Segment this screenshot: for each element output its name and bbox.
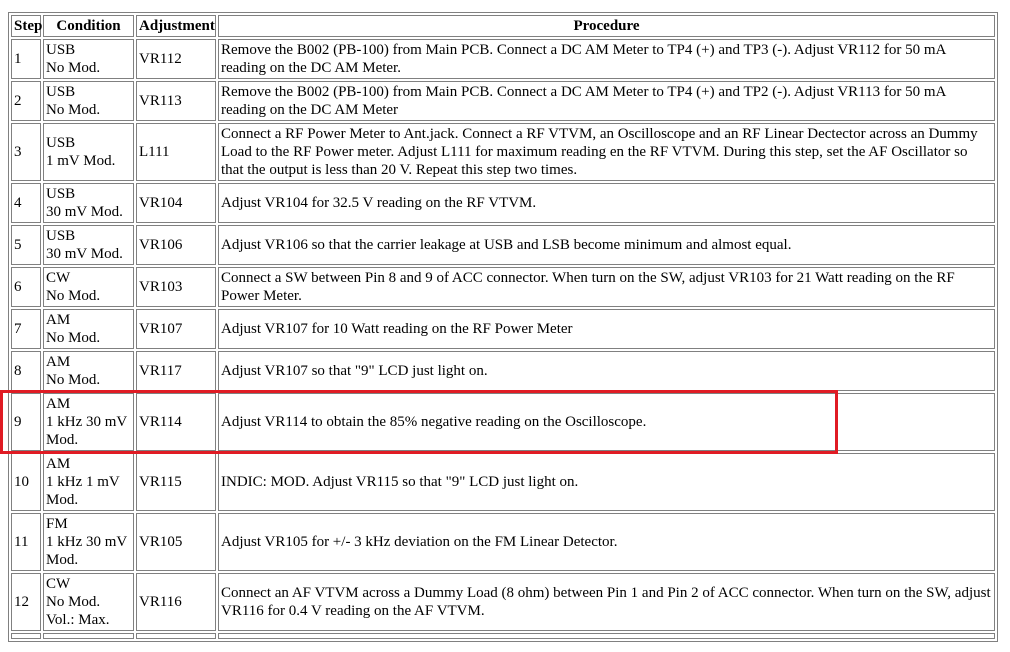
cell-empty: [136, 633, 216, 639]
cell-adjustment: VR103: [136, 267, 216, 307]
condition-line: AM: [46, 354, 71, 370]
procedure-table: [8, 12, 998, 642]
cell-adjustment: VR113: [136, 81, 216, 121]
cell-procedure: Adjust VR107 so that "9" LCD just light on.: [218, 351, 995, 391]
header-step: Step: [11, 15, 41, 37]
condition-line: CW: [46, 576, 71, 592]
condition-line: 1 kHz 30 mV: [46, 414, 128, 430]
cell-adjustment: VR114: [136, 393, 216, 451]
cell-condition: [43, 573, 134, 631]
table-row: [11, 225, 995, 265]
condition-line: 30 mV Mod.: [46, 204, 123, 220]
condition-line: 1 kHz 30 mV: [46, 534, 128, 550]
cell-condition: [43, 81, 134, 121]
condition-line: AM: [46, 312, 71, 328]
table-row: [11, 123, 995, 181]
condition-line: No Mod.: [46, 372, 101, 388]
cell-condition: [43, 39, 134, 79]
header-procedure: Procedure: [218, 15, 995, 37]
cell-empty: [43, 633, 134, 639]
table-row: [11, 393, 995, 451]
condition-line: Vol.: Max.: [46, 612, 110, 628]
table-row: [11, 573, 995, 631]
cell-procedure: Adjust VR105 for +/- 3 kHz deviation on the FM Linear Detector.: [218, 513, 995, 571]
cell-step: 4: [11, 183, 41, 223]
condition-line: Mod.: [46, 552, 79, 568]
condition-line: 1 kHz 1 mV: [46, 474, 120, 490]
cell-step: 7: [11, 309, 41, 349]
condition-line: 30 mV Mod.: [46, 246, 123, 262]
table-row: [11, 351, 995, 391]
cell-condition: [43, 351, 134, 391]
table-row: [11, 453, 995, 511]
cell-procedure: Connect a RF Power Meter to Ant.jack. Connect a RF VTVM, an Oscilloscope and an RF Linear Dectector across an Dummy Load to the RF Power meter. Adjust L111 for maximum reading en the RF VTVM. During this step, set the AF Oscillator so that the output is less than 20 V. Repeat this step two times.: [218, 123, 995, 181]
condition-line: AM: [46, 396, 71, 412]
cell-procedure: Adjust VR107 for 10 Watt reading on the RF Power Meter: [218, 309, 995, 349]
cell-adjustment: VR117: [136, 351, 216, 391]
cell-condition: [43, 123, 134, 181]
condition-line: No Mod.: [46, 330, 101, 346]
cell-condition: [43, 513, 134, 571]
condition-line: No Mod.: [46, 60, 101, 76]
condition-line: No Mod.: [46, 102, 101, 118]
condition-line: USB: [46, 186, 76, 202]
cell-adjustment: VR104: [136, 183, 216, 223]
cell-empty: [218, 633, 995, 639]
table-row: [11, 267, 995, 307]
cell-condition: [43, 453, 134, 511]
table-row: [11, 183, 995, 223]
cell-step: 10: [11, 453, 41, 511]
cell-step: 12: [11, 573, 41, 631]
header-row: [11, 15, 995, 37]
table-body: [11, 39, 995, 639]
condition-line: 1 mV Mod.: [46, 153, 116, 169]
table-row-partial: [11, 633, 995, 639]
condition-line: USB: [46, 42, 76, 58]
cell-step: 9: [11, 393, 41, 451]
cell-condition: [43, 393, 134, 451]
cell-step: 3: [11, 123, 41, 181]
table-row: [11, 39, 995, 79]
page-wrapper: [8, 12, 1000, 642]
cell-procedure: INDIC: MOD. Adjust VR115 so that "9" LCD just light on.: [218, 453, 995, 511]
header-condition: Condition: [43, 15, 134, 37]
cell-adjustment: VR106: [136, 225, 216, 265]
condition-line: USB: [46, 228, 76, 244]
condition-line: AM: [46, 456, 71, 472]
cell-procedure: Adjust VR106 so that the carrier leakage at USB and LSB become minimum and almost equal.: [218, 225, 995, 265]
condition-line: FM: [46, 516, 68, 532]
cell-condition: [43, 183, 134, 223]
cell-condition: [43, 309, 134, 349]
cell-adjustment: L111: [136, 123, 216, 181]
condition-line: Mod.: [46, 432, 79, 448]
cell-step: 8: [11, 351, 41, 391]
condition-line: Mod.: [46, 492, 79, 508]
table-row: [11, 81, 995, 121]
condition-line: No Mod.: [46, 594, 101, 610]
condition-line: CW: [46, 270, 71, 286]
cell-step: 2: [11, 81, 41, 121]
cell-condition: [43, 267, 134, 307]
cell-procedure: Adjust VR114 to obtain the 85% negative reading on the Oscilloscope.: [218, 393, 995, 451]
cell-procedure: Connect a SW between Pin 8 and 9 of ACC connector. When turn on the SW, adjust VR103 for 21 Watt reading on the RF Power Meter.: [218, 267, 995, 307]
condition-line: USB: [46, 84, 76, 100]
condition-line: No Mod.: [46, 288, 101, 304]
cell-empty: [11, 633, 41, 639]
cell-step: 11: [11, 513, 41, 571]
cell-procedure: Remove the B002 (PB-100) from Main PCB. Connect a DC AM Meter to TP4 (+) and TP3 (-). Adjust VR112 for 50 mA reading on the DC AM Meter.: [218, 39, 995, 79]
cell-step: 6: [11, 267, 41, 307]
table-row: [11, 309, 995, 349]
header-adjustment: Adjustment: [136, 15, 216, 37]
condition-line: USB: [46, 135, 76, 151]
cell-step: 5: [11, 225, 41, 265]
cell-procedure: Connect an AF VTVM across a Dummy Load (8 ohm) between Pin 1 and Pin 2 of ACC connector. When turn on the SW, adjust VR116 for 0.4 V reading on the AF VTVM.: [218, 573, 995, 631]
cell-adjustment: VR105: [136, 513, 216, 571]
cell-adjustment: VR107: [136, 309, 216, 349]
cell-procedure: Remove the B002 (PB-100) from Main PCB. Connect a DC AM Meter to TP4 (+) and TP2 (-). Adjust VR113 for 50 mA reading on the DC AM Meter: [218, 81, 995, 121]
cell-adjustment: VR115: [136, 453, 216, 511]
cell-adjustment: VR112: [136, 39, 216, 79]
table-row: [11, 513, 995, 571]
cell-procedure: Adjust VR104 for 32.5 V reading on the RF VTVM.: [218, 183, 995, 223]
cell-adjustment: VR116: [136, 573, 216, 631]
cell-condition: [43, 225, 134, 265]
cell-step: 1: [11, 39, 41, 79]
